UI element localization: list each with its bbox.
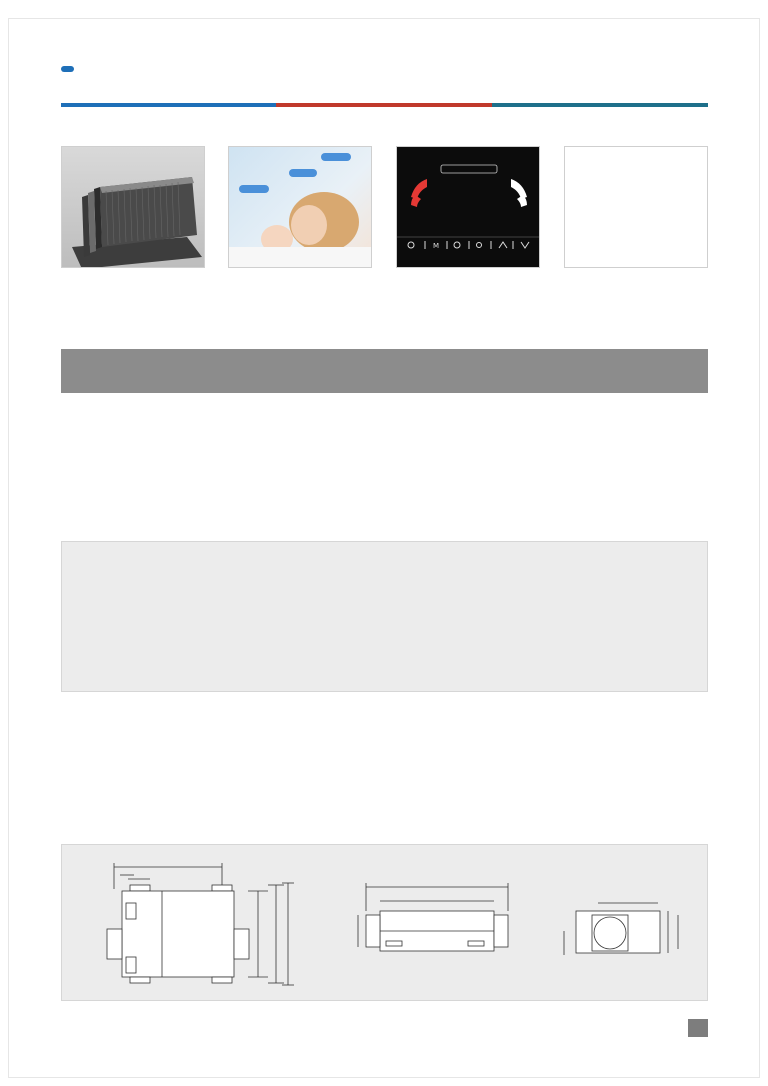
- perf-header: [307, 349, 377, 393]
- header-color-rule: [61, 103, 708, 107]
- perf-header: [499, 349, 575, 393]
- perf-header: [459, 349, 499, 393]
- filter-layers-photo: [61, 146, 205, 268]
- page-number: [688, 1019, 708, 1037]
- perf-header: [129, 349, 201, 393]
- perf-header: [237, 349, 307, 393]
- svg-text:M: M: [433, 242, 440, 250]
- series-badge: [61, 66, 74, 72]
- perf-table: [61, 349, 708, 393]
- perf-header: [61, 349, 129, 393]
- perf-header: [201, 349, 237, 393]
- page-header: [61, 66, 82, 72]
- lcd-controller-photo: [396, 146, 540, 268]
- perf-header: [575, 349, 708, 393]
- outline-drawing: [62, 845, 709, 1002]
- speed-bars-graphic: [564, 146, 708, 268]
- curves-panel: [61, 541, 708, 692]
- outline-drawing-panel: [61, 844, 708, 1001]
- perf-header: [377, 349, 459, 393]
- sleeping-mother-baby-photo: [228, 146, 372, 268]
